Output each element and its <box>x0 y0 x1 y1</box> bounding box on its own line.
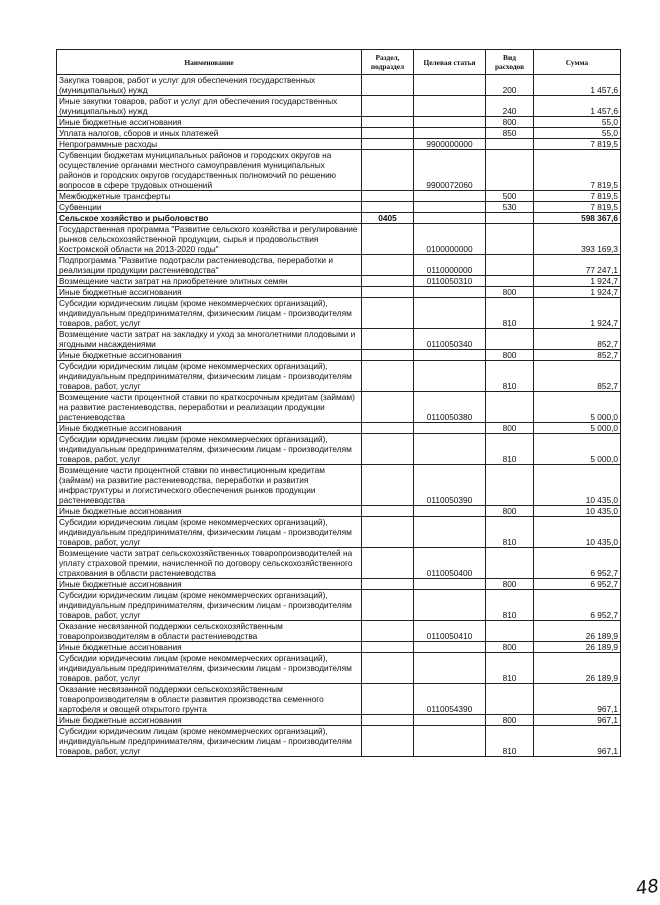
row-type-cell: 810 <box>486 517 534 548</box>
row-sum-cell: 1 924,7 <box>534 287 621 298</box>
row-name-cell: Иные бюджетные ассигнования <box>57 117 362 128</box>
table-row <box>57 255 621 276</box>
row-name-cell: Возмещение части затрат на закладку и уход за многолетними плодовыми и ягодными насаждениями <box>57 329 362 350</box>
row-section-cell <box>362 517 414 548</box>
budget-page <box>56 49 660 900</box>
row-target-cell: 0110050380 <box>414 392 486 423</box>
row-section-cell <box>362 465 414 506</box>
row-type-cell: 500 <box>486 191 534 202</box>
row-target-cell: 0110050410 <box>414 621 486 642</box>
row-section-cell <box>362 287 414 298</box>
row-type-cell: 200 <box>486 75 534 96</box>
row-section-cell: 0405 <box>362 213 414 224</box>
row-target-cell <box>414 506 486 517</box>
table-row <box>57 726 621 757</box>
column-header-target: Целевая статья <box>414 50 486 75</box>
row-section-cell <box>362 642 414 653</box>
row-type-cell: 530 <box>486 202 534 213</box>
table-row <box>57 590 621 621</box>
row-section-cell <box>362 423 414 434</box>
row-name-cell: Субсидии юридическим лицам (кроме некоммерческих организаций), индивидуальным предпринимателям, физическим лицам - производителям товаров, работ, услуг <box>57 434 362 465</box>
row-sum-cell: 393 169,3 <box>534 224 621 255</box>
row-name-cell: Иные бюджетные ассигнования <box>57 715 362 726</box>
row-type-cell: 800 <box>486 287 534 298</box>
table-row <box>57 75 621 96</box>
row-section-cell <box>362 117 414 128</box>
table-row <box>57 191 621 202</box>
row-target-cell: 9900072060 <box>414 150 486 191</box>
row-sum-cell: 7 819,5 <box>534 139 621 150</box>
row-sum-cell: 26 189,9 <box>534 653 621 684</box>
row-name-cell: Иные бюджетные ассигнования <box>57 423 362 434</box>
row-type-cell: 810 <box>486 590 534 621</box>
row-name-cell: Иные закупки товаров, работ и услуг для обеспечения государственных (муниципальных) нужд <box>57 96 362 117</box>
row-section-cell <box>362 276 414 287</box>
row-type-cell <box>486 139 534 150</box>
row-type-cell: 800 <box>486 117 534 128</box>
table-row <box>57 350 621 361</box>
row-name-cell: Субсидии юридическим лицам (кроме некоммерческих организаций), индивидуальным предпринимателям, физическим лицам - производителям товаров, работ, услуг <box>57 517 362 548</box>
row-name-cell: Сельское хозяйство и рыболовство <box>57 213 362 224</box>
table-row <box>57 423 621 434</box>
row-name-cell: Иные бюджетные ассигнования <box>57 642 362 653</box>
row-target-cell <box>414 298 486 329</box>
row-target-cell <box>414 191 486 202</box>
row-name-cell: Субвенции бюджетам муниципальных районов и городских округов на осуществление органами местного самоуправления муниципальных районов и городских округов государственных полномочий по решению вопросов в сфере трудовых отношений <box>57 150 362 191</box>
row-name-cell: Субсидии юридическим лицам (кроме некоммерческих организаций), индивидуальным предпринимателям, физическим лицам - производителям товаров, работ, услуг <box>57 361 362 392</box>
row-type-cell: 800 <box>486 423 534 434</box>
table-row <box>57 684 621 715</box>
row-section-cell <box>362 224 414 255</box>
row-type-cell <box>486 255 534 276</box>
column-header-section: Раздел, подраздел <box>362 50 414 75</box>
row-type-cell: 800 <box>486 579 534 590</box>
row-sum-cell: 7 819,5 <box>534 191 621 202</box>
row-section-cell <box>362 726 414 757</box>
row-type-cell: 810 <box>486 298 534 329</box>
row-sum-cell: 852,7 <box>534 361 621 392</box>
row-name-cell: Оказание несвязанной поддержки сельскохозяйственным товаропроизводителям в области развития производства семенного картофеля и овощей открытого грунта <box>57 684 362 715</box>
row-target-cell <box>414 726 486 757</box>
row-target-cell <box>414 202 486 213</box>
row-target-cell <box>414 579 486 590</box>
row-target-cell <box>414 423 486 434</box>
column-header-type: Вид расходов <box>486 50 534 75</box>
row-target-cell <box>414 96 486 117</box>
row-section-cell <box>362 621 414 642</box>
table-row <box>57 117 621 128</box>
row-section-cell <box>362 715 414 726</box>
row-section-cell <box>362 298 414 329</box>
row-sum-cell: 598 367,6 <box>534 213 621 224</box>
table-row <box>57 653 621 684</box>
row-sum-cell: 10 435,0 <box>534 517 621 548</box>
row-target-cell: 0110050310 <box>414 276 486 287</box>
row-sum-cell: 7 819,5 <box>534 150 621 191</box>
table-row <box>57 213 621 224</box>
row-type-cell <box>486 621 534 642</box>
row-section-cell <box>362 506 414 517</box>
row-sum-cell: 77 247,1 <box>534 255 621 276</box>
table-row <box>57 287 621 298</box>
row-sum-cell: 1 457,6 <box>534 96 621 117</box>
row-section-cell <box>362 329 414 350</box>
row-sum-cell: 55,0 <box>534 117 621 128</box>
row-section-cell <box>362 579 414 590</box>
row-name-cell: Субсидии юридическим лицам (кроме некоммерческих организаций), индивидуальным предпринимателям, физическим лицам - производителям товаров, работ, услуг <box>57 653 362 684</box>
row-name-cell: Государственная программа "Развитие сельского хозяйства и регулирование рынков сельскохозяйственной продукции, сырья и продовольствия Костромской области на 2013-2020 годы" <box>57 224 362 255</box>
row-target-cell: 9900000000 <box>414 139 486 150</box>
row-target-cell <box>414 213 486 224</box>
row-target-cell <box>414 517 486 548</box>
row-name-cell: Подпрограмма "Развитие подотрасли растениеводства, переработки и реализации продукции растениеводства" <box>57 255 362 276</box>
row-name-cell: Иные бюджетные ассигнования <box>57 506 362 517</box>
row-target-cell <box>414 287 486 298</box>
row-type-cell <box>486 150 534 191</box>
row-name-cell: Иные бюджетные ассигнования <box>57 287 362 298</box>
row-sum-cell: 26 189,9 <box>534 642 621 653</box>
row-target-cell: 0110054390 <box>414 684 486 715</box>
row-type-cell: 810 <box>486 726 534 757</box>
row-type-cell: 800 <box>486 642 534 653</box>
row-type-cell: 800 <box>486 715 534 726</box>
row-section-cell <box>362 350 414 361</box>
row-section-cell <box>362 202 414 213</box>
row-type-cell <box>486 213 534 224</box>
table-row <box>57 361 621 392</box>
row-sum-cell: 5 000,0 <box>534 392 621 423</box>
row-target-cell: 0110050400 <box>414 548 486 579</box>
table-row <box>57 298 621 329</box>
row-section-cell <box>362 548 414 579</box>
column-header-name: Наименование <box>57 50 362 75</box>
table-row <box>57 202 621 213</box>
row-target-cell <box>414 653 486 684</box>
row-type-cell <box>486 392 534 423</box>
row-target-cell <box>414 350 486 361</box>
row-name-cell: Возмещение части затрат сельскохозяйственных товаропроизводителей на уплату страховой премии, начисленной по договору сельскохозяйственного страхования в области растениеводства <box>57 548 362 579</box>
row-section-cell <box>362 361 414 392</box>
row-name-cell: Возмещение части процентной ставки по краткосрочным кредитам (займам) на развитие растениеводства, переработки и реализации продукции растениеводства <box>57 392 362 423</box>
row-target-cell: 0110000000 <box>414 255 486 276</box>
row-name-cell: Субвенции <box>57 202 362 213</box>
row-sum-cell: 967,1 <box>534 684 621 715</box>
row-sum-cell: 852,7 <box>534 329 621 350</box>
row-sum-cell: 967,1 <box>534 726 621 757</box>
table-row <box>57 715 621 726</box>
row-sum-cell: 6 952,7 <box>534 548 621 579</box>
row-name-cell: Возмещение части процентной ставки по инвестиционным кредитам (займам) на развитие растениеводства, переработки и развития инфраструктуры и логистического обеспечения рынков продукции растениеводства <box>57 465 362 506</box>
row-sum-cell: 5 000,0 <box>534 423 621 434</box>
row-section-cell <box>362 191 414 202</box>
column-header-sum: Сумма <box>534 50 621 75</box>
row-sum-cell: 6 952,7 <box>534 590 621 621</box>
row-sum-cell: 10 435,0 <box>534 506 621 517</box>
row-name-cell: Непрограммные расходы <box>57 139 362 150</box>
row-name-cell: Закупка товаров, работ и услуг для обеспечения государственных (муниципальных) нужд <box>57 75 362 96</box>
row-name-cell: Межбюджетные трансферты <box>57 191 362 202</box>
row-section-cell <box>362 128 414 139</box>
row-type-cell <box>486 276 534 287</box>
table-row <box>57 621 621 642</box>
table-row <box>57 642 621 653</box>
row-sum-cell: 1 457,6 <box>534 75 621 96</box>
row-sum-cell: 1 924,7 <box>534 276 621 287</box>
row-section-cell <box>362 139 414 150</box>
row-type-cell <box>486 548 534 579</box>
row-name-cell: Субсидии юридическим лицам (кроме некоммерческих организаций), индивидуальным предпринимателям, физическим лицам - производителям товаров, работ, услуг <box>57 726 362 757</box>
table-row <box>57 465 621 506</box>
row-target-cell <box>414 590 486 621</box>
table-row <box>57 392 621 423</box>
row-target-cell <box>414 715 486 726</box>
row-target-cell <box>414 361 486 392</box>
table-row <box>57 276 621 287</box>
row-section-cell <box>362 255 414 276</box>
row-sum-cell: 10 435,0 <box>534 465 621 506</box>
row-section-cell <box>362 590 414 621</box>
row-sum-cell: 967,1 <box>534 715 621 726</box>
row-target-cell <box>414 75 486 96</box>
row-name-cell: Иные бюджетные ассигнования <box>57 579 362 590</box>
row-section-cell <box>362 150 414 191</box>
row-target-cell <box>414 117 486 128</box>
row-section-cell <box>362 392 414 423</box>
table-row <box>57 517 621 548</box>
row-sum-cell: 6 952,7 <box>534 579 621 590</box>
row-section-cell <box>362 434 414 465</box>
table-row <box>57 96 621 117</box>
row-target-cell <box>414 434 486 465</box>
table-row <box>57 579 621 590</box>
table-row <box>57 224 621 255</box>
row-type-cell: 810 <box>486 434 534 465</box>
table-row <box>57 139 621 150</box>
row-name-cell: Возмещение части затрат на приобретение элитных семян <box>57 276 362 287</box>
header-row <box>57 50 621 75</box>
row-section-cell <box>362 75 414 96</box>
row-target-cell: 0100000000 <box>414 224 486 255</box>
table-row <box>57 128 621 139</box>
row-sum-cell: 852,7 <box>534 350 621 361</box>
table-row <box>57 329 621 350</box>
row-target-cell <box>414 642 486 653</box>
row-target-cell: 0110050340 <box>414 329 486 350</box>
budget-table <box>56 49 621 757</box>
row-name-cell: Иные бюджетные ассигнования <box>57 350 362 361</box>
row-sum-cell: 5 000,0 <box>534 434 621 465</box>
row-section-cell <box>362 653 414 684</box>
row-type-cell: 240 <box>486 96 534 117</box>
row-section-cell <box>362 96 414 117</box>
row-name-cell: Субсидии юридическим лицам (кроме некоммерческих организаций), индивидуальным предпринимателям, физическим лицам - производителям товаров, работ, услуг <box>57 590 362 621</box>
row-type-cell: 800 <box>486 506 534 517</box>
row-sum-cell: 1 924,7 <box>534 298 621 329</box>
row-name-cell: Оказание несвязанной поддержки сельскохозяйственным товаропроизводителям в области растениеводства <box>57 621 362 642</box>
row-type-cell <box>486 224 534 255</box>
row-type-cell <box>486 329 534 350</box>
row-target-cell: 0110050390 <box>414 465 486 506</box>
row-type-cell: 850 <box>486 128 534 139</box>
row-target-cell <box>414 128 486 139</box>
table-row <box>57 150 621 191</box>
row-section-cell <box>362 684 414 715</box>
row-sum-cell: 55,0 <box>534 128 621 139</box>
row-type-cell: 810 <box>486 361 534 392</box>
page-number: 48 <box>634 875 660 900</box>
row-sum-cell: 7 819,5 <box>534 202 621 213</box>
row-type-cell: 810 <box>486 653 534 684</box>
row-type-cell: 800 <box>486 350 534 361</box>
table-row <box>57 434 621 465</box>
table-row <box>57 506 621 517</box>
row-type-cell <box>486 465 534 506</box>
table-row <box>57 548 621 579</box>
row-name-cell: Субсидии юридическим лицам (кроме некоммерческих организаций), индивидуальным предпринимателям, физическим лицам - производителям товаров, работ, услуг <box>57 298 362 329</box>
row-name-cell: Уплата налогов, сборов и иных платежей <box>57 128 362 139</box>
row-sum-cell: 26 189,9 <box>534 621 621 642</box>
row-type-cell <box>486 684 534 715</box>
